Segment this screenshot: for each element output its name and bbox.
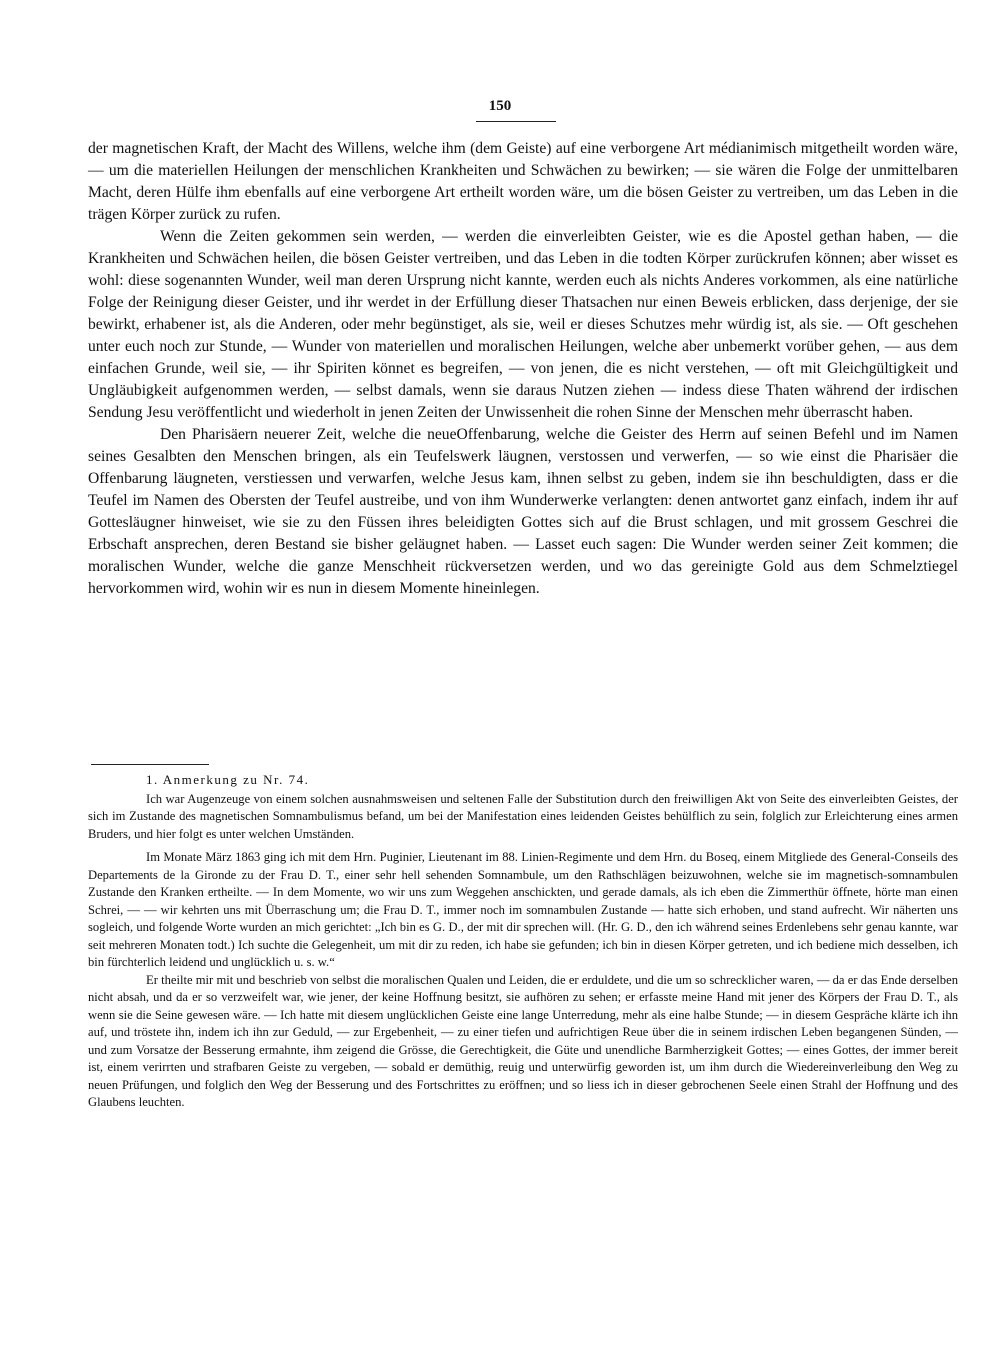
footnote-paragraph-1: Ich war Augenzeuge von einem solchen ausnahmsweisen und seltenen Falle der Substitution durch den freiwilligen Akt von Seite des einverleibten Geistes, der sich im Zustande des magnetischen Somnambulismus befand, um bei der Manifestation eines leidenden Geistes behülflich zu sein, folglich zur Erleichterung eines armen Bruders, und hier folgt es unter welchen Umständen. — [88, 791, 958, 841]
footnote-paragraph-2: Im Monate März 1863 ging ich mit dem Hrn. Puginier, Lieutenant im 88. Linien-Regimente und dem Hrn. du Boseq, einem Mitgliede des General-Conseils des Departements de la Gironde zu der Frau D. T., einer sehr hell sehenden Somnambule, um den Rathschlägen beizuwohnen, welche sie im magnetisch-somnambulen Zustande den Kranken ertheilte. — In dem Momente, wo wir uns zum Weggehen anschickten, und gerade damals, als ich eben die Zimmerthür öffnete, hörte man einen Schrei, — — wir kehrten uns mit Überraschung um; die Frau D. T., immer noch im somnambulen Zustande — hatte sich erhoben, und stand aufrecht. Wir näherten uns sogleich, und folgende Worte wurden an mich gerichtet: „Ich bin es G. D., der mit dir sprechen will. (Hr. G. D., den ich während seines Erdenlebens sehr genau kannte, war seit mehreren Monaten todt.) Ich suchte die Gelegenheit, um mit dir zu reden, ich habe sie gefunden; ich bin in diesen Körper getreten, und ich bediene mich desselben, ich bin fürchterlich leidend und unglücklich u. s. w.“ — [88, 850, 958, 969]
footnote-divider — [91, 764, 209, 765]
footnote-heading: 1. Anmerkung zu Nr. 74. — [146, 772, 310, 787]
main-paragraph-2: Wenn die Zeiten gekommen sein werden, — werden die einverleibten Geister, wie es die Apostel gethan haben, — die Krankheiten und Schwächen heilen, die bösen Geister vertreiben, und das Leben in die todten Körper zurückrufen können; aber wisset es wohl: diese sogenannten Wunder, weil man deren Ursprung nicht kannte, werden euch als nichts Anderes vorkommen, als eine natürliche Folge der Reinigung dieser Geister, und ihr werdet in der Erfüllung dieser Thatsachen nur einen Beweis erblicken, dass derjenige, der sie bewirkt, erhabener ist, als die Anderen, oder mehr begünstiget, als sie, weil er dieses Schutzes mehr würdig ist, als sie. — Oft geschehen unter euch noch zur Stunde, — Wunder von materiellen und moralischen Heilungen, welche aber unbemerkt vorüber gehen, — aus dem einfachen Grunde, weil sie, — ihr Spiriten könnet es begreifen, — von jenen, die es nicht verstehen, — oft mit Gleichgültigkeit und Ungläubigkeit aufgenommen werden, — selbst damals, wenn sie daraus Nutzen ziehen — indess diese Thaten während der irdischen Sendung Jesu veröffentlicht und wiederholt in jenen Zeiten der Unwissenheit die rohen Sinne der Menschen mehr überrascht haben. — [88, 228, 958, 421]
footnotes — [88, 771, 958, 1112]
page-number-rule — [476, 121, 556, 122]
main-paragraph-1: der magnetischen Kraft, der Macht des Willens, welche ihm (dem Geiste) auf eine verborgene Art médianimisch mitgetheilt worden wäre, — um die materiellen Heilungen der menschlichen Krankheiten und Schwächen zu bewirken; — sie wären die Folge der unmittelbaren Macht, deren Hülfe ihm ebenfalls auf eine verborgene Art ertheilt worden wäre, um die bösen Geister zu vertreiben, um das Leben in die trägen Körper zurück zu rufen. — [88, 140, 958, 223]
footnote-paragraph-3: Er theilte mir mit und beschrieb von selbst die moralischen Qualen und Leiden, die er erduldete, und die um so schrecklicher waren, — da er das Ende derselben nicht absah, und da er so verzweifelt war, wie jener, der keine Hoffnung besitzt, sie aufhören zu sehen; er erfasste meine Hand mit jener des Körpers der Frau D. T., als wenn sie die Seine gewesen wäre. — Ich hatte mit diesem unglücklichen Geiste eine lange Unterredung, mehr als eine halbe Stunde; — in diesem Gespräche klärte ich ihn auf, und tröstete ihn, indem ich ihn zur Geduld, — zur Ergebenheit, — zu einer tiefen und aufrichtigen Reue über die in seinem irdischen Leben begangenen Sünden, — und zum Vorsatze der Besserung ermahnte, ihm zeigend die Grösse, die Gerechtigkeit, die Güte und unendliche Barmherzigkeit Gottes; — eines Gottes, der immer bereit ist, einem verirrten und strafbaren Geiste zu vergeben, — sobald er demüthig, reuig und unterwürfig geworden ist, um ihm durch die Wiedereinverleibung den Weg zu neuen Prüfungen, und folglich den Weg der Besserung und des Fortschrittes zu eröffnen; und so liess ich in dieser gebrochenen Seele einen Strahl der Hoffnung und des Glaubens leuchten. — [88, 972, 958, 1109]
page-number: 150 — [488, 98, 512, 114]
main-paragraph-3: Den Pharisäern neuerer Zeit, welche die neueOffenbarung, welche die Geister des Herrn auf seinen Befehl und im Namen seines Gesalbten den Menschen bringen, als ein Teufelswerk läugnen, verstossen und verwerfen, — so wie einst die Pharisäer die Offenbarung läugneten, verstiessen und verwarfen, welche Jesus kam, ihnen selbst zu geben, indem sie ihn beschuldigten, dass er die Teufel im Namen des Obersten der Teufel austreibe, und von ihm Wunderwerke verlangten: denen antwortet ganz einfach, indem ihr auf Gottesläugner hinweiset, wie sie zu den Füssen ihres beleidigten Gottes sich auf die Brust schlagen, und mit grossem Geschrei die Erbschaft ansprechen, deren Bestand sie bisher geläugnet haben. — Lasset euch sagen: Die Wunder werden seiner Zeit kommen; die moralischen Wunder, welche die ganze Menschheit rückversetzen werden, und wo das gereinigte Gold aus dem Schmelztiegel hervorkommen wird, wohin wir es nun in diesem Momente hineinlegen. — [88, 426, 958, 597]
main-text — [88, 138, 958, 600]
